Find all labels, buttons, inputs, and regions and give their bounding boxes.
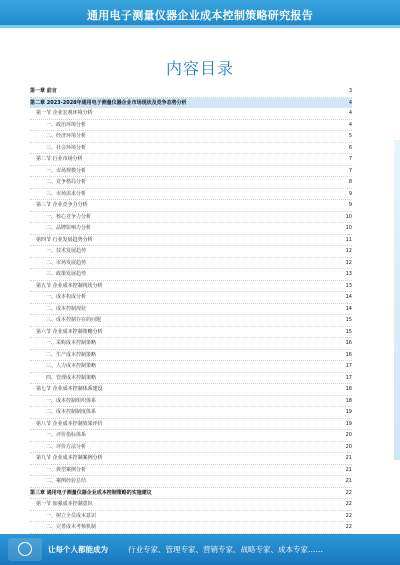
- toc-entry-page: 19: [344, 407, 352, 418]
- toc-entry[interactable]: [30, 396, 352, 408]
- header-stripe: [0, 25, 400, 28]
- toc-entry[interactable]: [30, 292, 352, 304]
- toc-entry[interactable]: [30, 384, 352, 396]
- toc-entry-page: 22: [344, 511, 352, 522]
- toc-entry-label: 第一节 企业宏观环境分析: [30, 108, 95, 119]
- logo-icon: [18, 542, 32, 556]
- toc-entry-label: 三、社会环境分析: [30, 143, 88, 154]
- toc-entry-label: 二、评价方法分析: [30, 442, 88, 453]
- toc-entry[interactable]: [30, 430, 352, 442]
- toc-entry[interactable]: [30, 223, 352, 235]
- toc-entry-label: 第三章 通用电子测量仪器企业成本控制策略的实施建议: [30, 488, 154, 499]
- toc-entry[interactable]: [30, 177, 352, 189]
- toc-entry-page: 20: [344, 442, 352, 453]
- footer-slogan-right: 行业专家、管理专家、营销专家、战略专家、成本专家……: [128, 545, 323, 554]
- toc-entry-label: 一、典型案例分析: [30, 465, 88, 476]
- toc-entry-page: 13: [344, 281, 352, 292]
- toc-entry[interactable]: [30, 143, 352, 155]
- toc-entry-page: 13: [344, 269, 352, 280]
- toc-entry-label: 二、成本控制制度体系: [30, 407, 98, 418]
- toc-entry-label: 第二节 行业市场分析: [30, 154, 85, 165]
- toc-entry[interactable]: [30, 511, 352, 523]
- toc-entry-label: 二、成本控制现状: [30, 304, 88, 315]
- toc-entry-label: 二、完善成本考核机制: [30, 522, 98, 533]
- toc-entry-page: 7: [347, 154, 352, 165]
- toc-entry-page: 14: [344, 304, 352, 315]
- toc-entry-page: 11: [344, 235, 352, 246]
- toc-entry-page: 14: [344, 292, 352, 303]
- toc-entry-label: 第二章 2023-2028年通用电子测量仪器企业市场现状及竞争态势分析: [30, 98, 189, 109]
- toc-entry-page: 15: [344, 327, 352, 338]
- toc-entry-page: 21: [344, 476, 352, 487]
- toc-entry-page: 16: [344, 350, 352, 361]
- toc-entry-label: 第五节 企业成本控制现状分析: [30, 281, 105, 292]
- toc-entry-page: 22: [344, 488, 352, 499]
- toc-entry[interactable]: [30, 419, 352, 431]
- toc-entry-page: 7: [347, 166, 352, 177]
- toc-entry-page: 20: [344, 430, 352, 441]
- toc-entry-page: 21: [344, 465, 352, 476]
- toc-entry-page: 15: [344, 315, 352, 326]
- toc-entry[interactable]: [30, 235, 352, 247]
- toc-entry-page: 4: [347, 98, 352, 109]
- toc-entry-page: 17: [344, 361, 352, 372]
- toc-heading: 内容目录: [165, 59, 234, 78]
- toc-entry[interactable]: [30, 465, 352, 477]
- toc-entry-page: 9: [347, 200, 352, 211]
- toc-entry[interactable]: [30, 488, 352, 500]
- toc-entry-label: 第一节 加强成本控制意识: [30, 499, 95, 510]
- toc-entry-page: 4: [347, 120, 352, 131]
- toc-entry-label: 一、成本构成分析: [30, 292, 88, 303]
- side-accent-bar: [394, 140, 400, 460]
- toc-entry-label: 二、生产成本控制策略: [30, 350, 98, 361]
- toc-entry-label: 二、案例经验总结: [30, 476, 88, 487]
- toc-entry-label: 三、市场需求分析: [30, 189, 88, 200]
- toc-entry[interactable]: [30, 166, 352, 178]
- toc-entry-label: 一、评价指标体系: [30, 430, 88, 441]
- toc-entry-label: 一、树立全员成本意识: [30, 511, 98, 522]
- toc-entry[interactable]: [30, 315, 352, 327]
- toc-entry-label: 一、政治环境分析: [30, 120, 88, 131]
- toc-entry-label: 第七节 企业成本控制体系建设: [30, 384, 105, 395]
- toc-entry[interactable]: [30, 189, 352, 201]
- toc-entry-label: 四、管理成本控制策略: [30, 373, 98, 384]
- toc-entry-page: 4: [347, 108, 352, 119]
- toc-entry-label: 三、人力成本控制策略: [30, 361, 98, 372]
- toc-entry[interactable]: [30, 327, 352, 339]
- toc-entry[interactable]: [30, 131, 352, 143]
- report-title: 通用电子测量仪器企业成本控制策略研究报告: [87, 9, 313, 22]
- toc-entry-page: 6: [347, 143, 352, 154]
- toc-entry-label: 一、成本控制组织体系: [30, 396, 98, 407]
- toc-entry-page: 22: [344, 522, 352, 533]
- toc-entry[interactable]: [30, 154, 352, 166]
- toc-entry-page: 10: [344, 212, 352, 223]
- toc-entry-label: 第八节 企业成本控制效果评价: [30, 419, 105, 430]
- toc-entry[interactable]: [30, 258, 352, 270]
- toc-entry[interactable]: [30, 407, 352, 419]
- toc-entry-page: 12: [344, 258, 352, 269]
- toc-entry-label: 第三节 企业竞争力分析: [30, 200, 90, 211]
- toc-entry[interactable]: [30, 246, 352, 258]
- toc-entry-label: 二、品牌影响力分析: [30, 223, 93, 234]
- toc-entry[interactable]: [30, 212, 352, 224]
- toc-entry-page: 16: [344, 338, 352, 349]
- toc-entry[interactable]: [30, 476, 352, 488]
- toc-entry-page: 10: [344, 223, 352, 234]
- toc-entry[interactable]: [30, 304, 352, 316]
- toc-entry-label: 一、核心竞争力分析: [30, 212, 93, 223]
- toc-entry-label: 二、经济环境分析: [30, 131, 88, 142]
- toc-entry[interactable]: [30, 361, 352, 373]
- toc-entry-label: 三、政策发展趋势: [30, 269, 88, 280]
- toc-entry-label: 第四节 行业发展趋势分析: [30, 235, 95, 246]
- toc-entry-label: 第一章 前言: [30, 86, 59, 97]
- header-banner: [0, 0, 400, 28]
- toc-entry[interactable]: [30, 98, 352, 109]
- toc-entry-page: 22: [344, 499, 352, 510]
- toc-entry-label: 二、市场发展趋势: [30, 258, 88, 269]
- toc-entry[interactable]: [30, 200, 352, 212]
- table-of-contents: [30, 86, 352, 545]
- footer-slogan-left: 让每个人都能成为: [48, 545, 108, 554]
- toc-entry[interactable]: [30, 499, 352, 511]
- toc-entry[interactable]: [30, 338, 352, 350]
- toc-entry-label: 第九节 企业成本控制案例分析: [30, 453, 105, 464]
- toc-entry-page: 19: [344, 419, 352, 430]
- toc-entry-label: 三、成本控制存在的问题: [30, 315, 103, 326]
- toc-entry[interactable]: [30, 120, 352, 132]
- toc-entry-page: 21: [344, 453, 352, 464]
- toc-entry-label: 一、采购成本控制策略: [30, 338, 98, 349]
- footer-logo: [8, 538, 42, 561]
- toc-entry-label: 第六节 企业成本控制策略分析: [30, 327, 105, 338]
- toc-entry-label: 二、竞争格局分析: [30, 177, 88, 188]
- toc-entry-page: 18: [344, 384, 352, 395]
- toc-entry-page: 3: [347, 86, 352, 97]
- toc-entry[interactable]: [30, 453, 352, 465]
- toc-entry[interactable]: [30, 522, 352, 534]
- toc-entry[interactable]: [30, 442, 352, 454]
- toc-entry-label: 一、技术发展趋势: [30, 246, 88, 257]
- toc-entry-page: 9: [347, 189, 352, 200]
- toc-entry[interactable]: [30, 281, 352, 293]
- toc-entry-label: 一、市场规模分析: [30, 166, 88, 177]
- toc-entry-page: 12: [344, 246, 352, 257]
- toc-entry[interactable]: [30, 350, 352, 362]
- toc-entry[interactable]: [30, 269, 352, 281]
- toc-entry[interactable]: [30, 373, 352, 385]
- toc-entry-page: 8: [347, 177, 352, 188]
- toc-entry-page: 18: [344, 396, 352, 407]
- toc-entry[interactable]: [30, 108, 352, 120]
- toc-entry[interactable]: [30, 86, 352, 98]
- footer-banner: [0, 534, 400, 565]
- toc-entry-page: 5: [347, 131, 352, 142]
- toc-entry-page: 17: [344, 373, 352, 384]
